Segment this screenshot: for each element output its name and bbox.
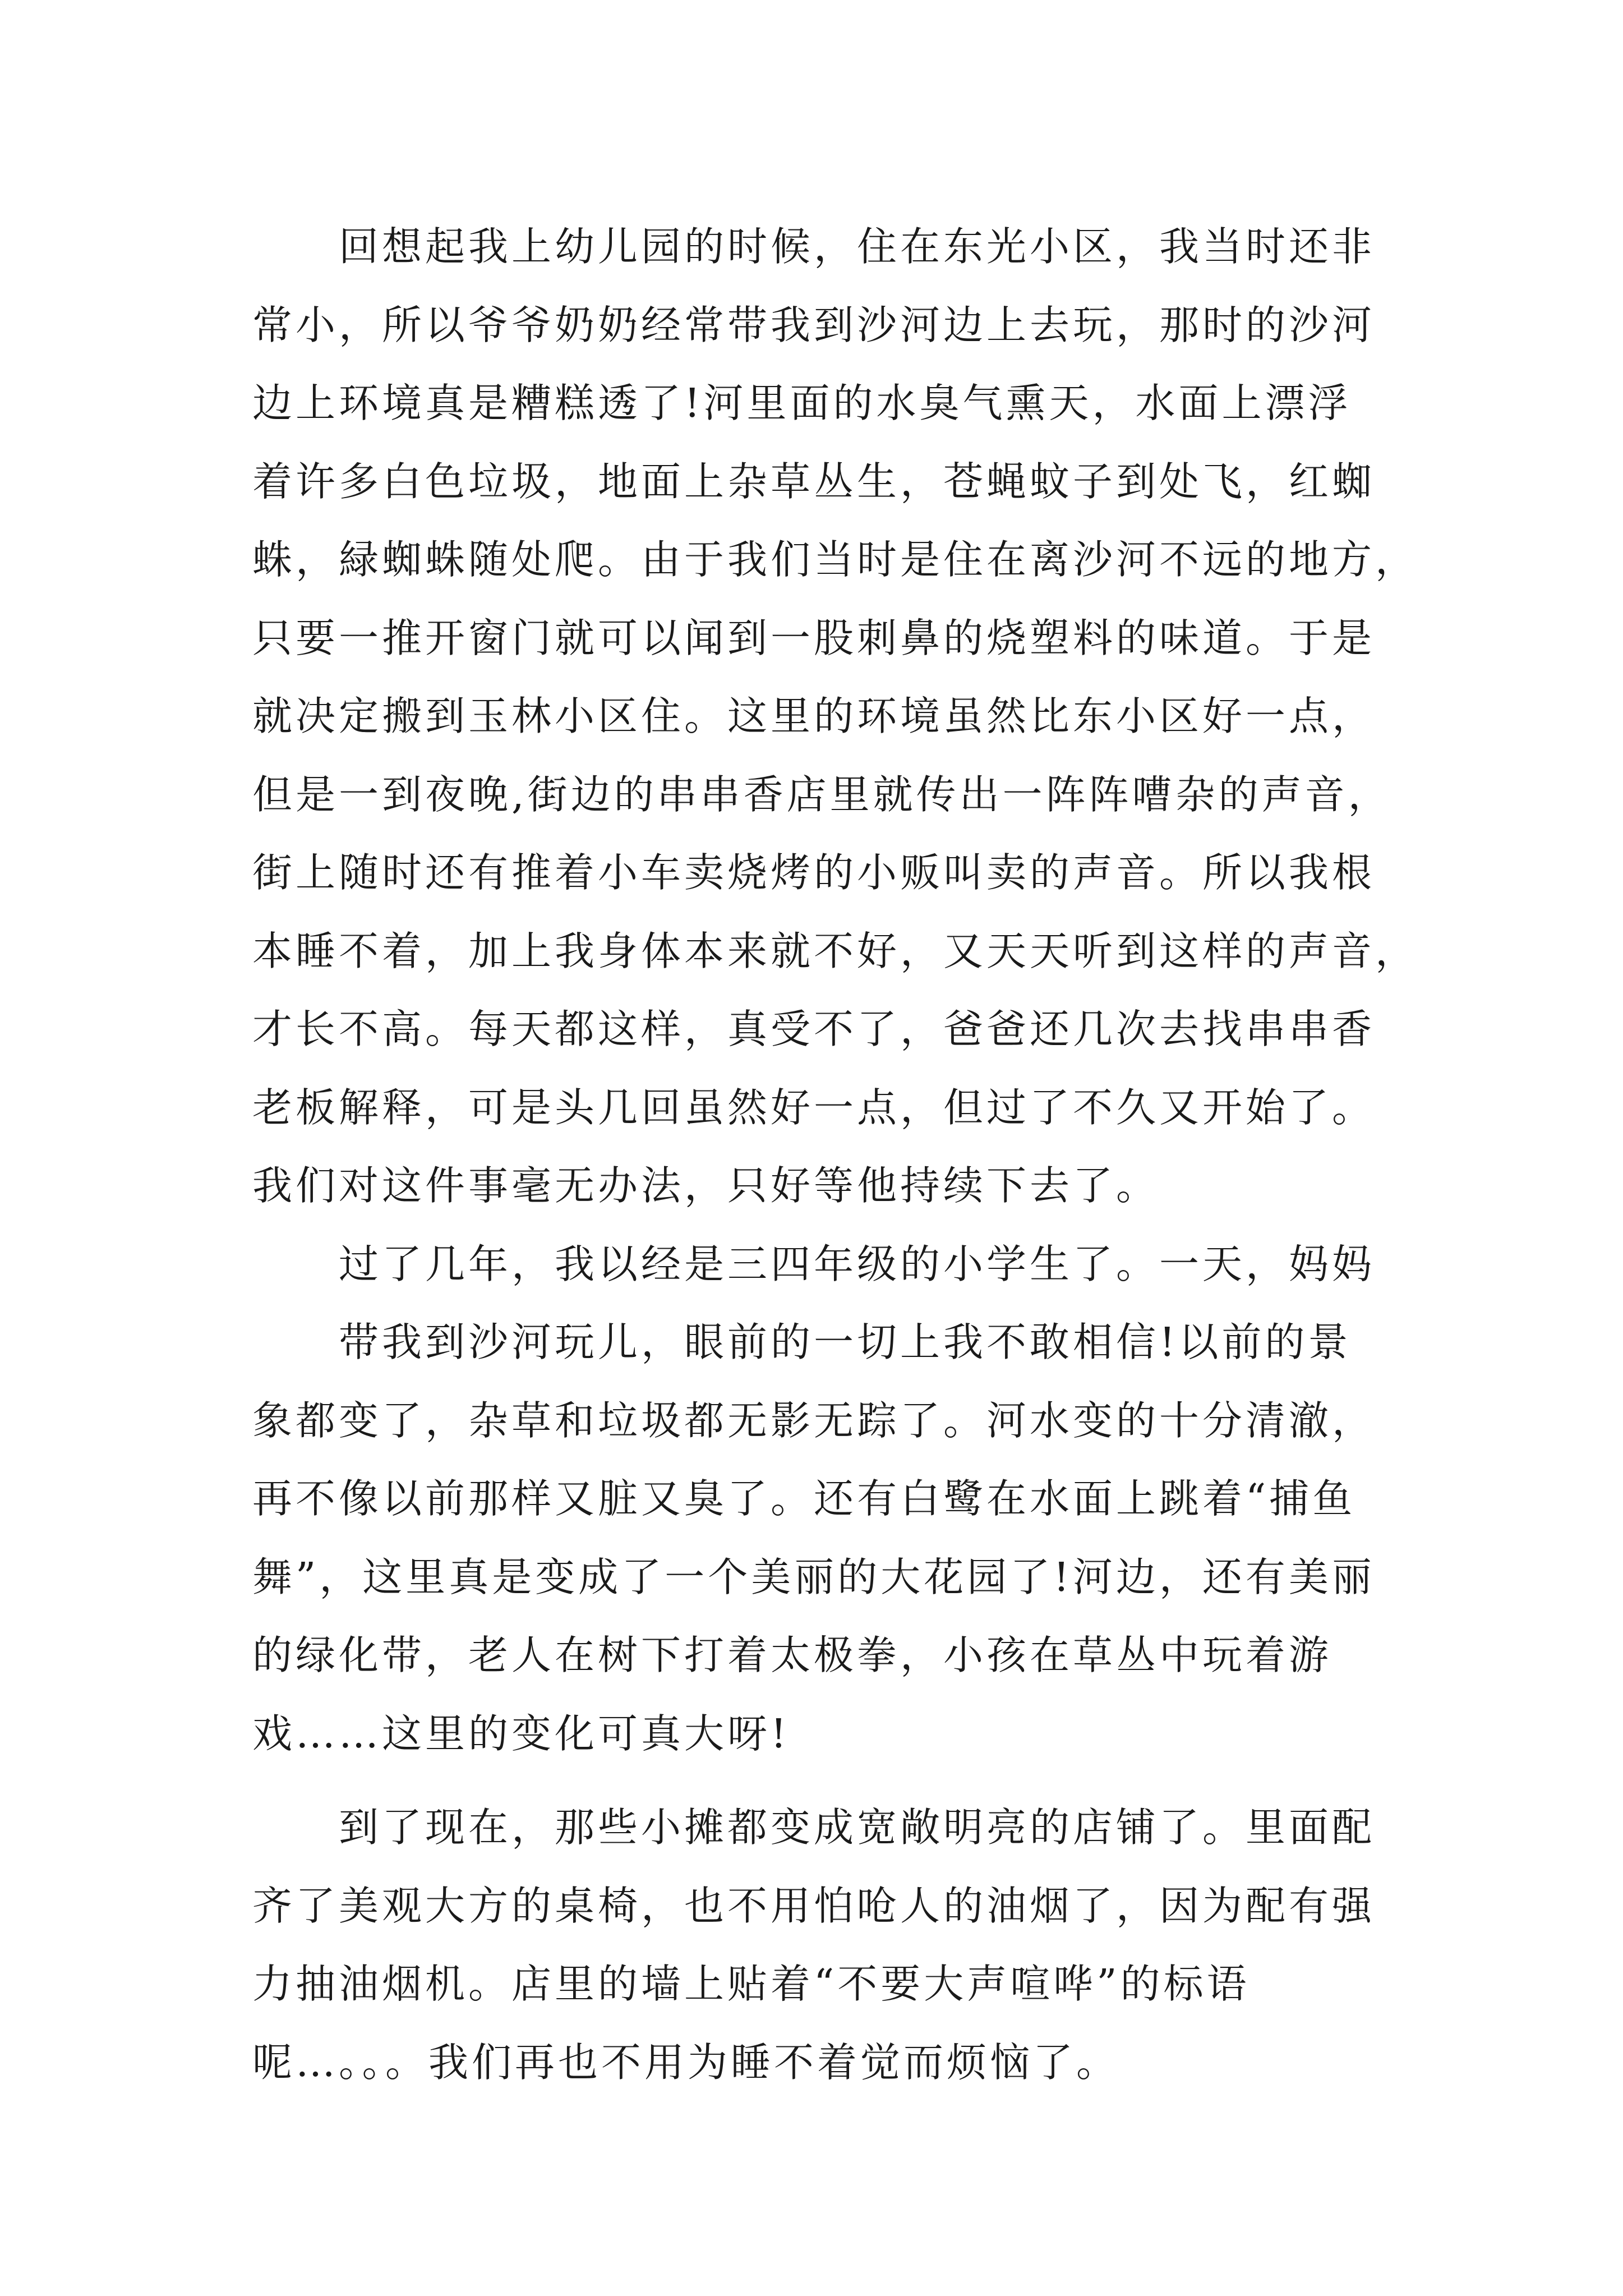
- text-line: 就决定搬到玉林小区住。这里的环境虽然比东小区好一点，: [252, 693, 1376, 739]
- text-line: 着许多白色垃圾，地面上杂草丛生，苍蝇蚊子到处飞，红蜘: [252, 458, 1376, 505]
- text-line: 的绿化带，老人在树下打着太极拳，小孩在草丛中玩着游: [252, 1632, 1332, 1678]
- text-line: 到了现在，那些小摊都变成宽敞明亮的店铺了。里面配: [252, 1804, 1376, 1851]
- text-line: 本睡不着，加上我身体本来就不好，又天天听到这样的声音，: [252, 927, 1419, 974]
- text-line: 带我到沙河玩儿，眼前的一切上我不敢相信!以前的景: [252, 1319, 1352, 1365]
- text-line: 只要一推开窗门就可以闻到一股刺鼻的烧塑料的味道。于是: [252, 614, 1376, 661]
- text-line: 边上环境真是糟糕透了!河里面的水臭气熏天，水面上漂浮: [252, 380, 1352, 426]
- text-line: 回想起我上幼儿园的时候，住在东光小区，我当时还非: [252, 223, 1376, 270]
- essay-body: [252, 208, 1419, 2101]
- text-line: 力抽油烟机。店里的墙上贴着“不要大声喧哗”的标语: [252, 1961, 1250, 2007]
- text-line: 蛛，緑蜘蛛随处爬。由于我们当时是住在离沙河不远的地方，: [252, 536, 1419, 583]
- text-line: 象都变了，杂草和垃圾都无影无踪了。河水变的十分清澈，: [252, 1397, 1376, 1444]
- text-line: 老板解释，可是头几回虽然好一点，但过了不久又开始了。: [252, 1084, 1376, 1131]
- text-line: 呢…。。。我们再也不用为睡不着觉而烦恼了。: [252, 2039, 1120, 2086]
- text-line: 齐了美观大方的桌椅，也不用怕呛人的油烟了，因为配有强: [252, 1882, 1376, 1929]
- text-line: 我们对这件事毫无办法，只好等他持续下去了。: [252, 1162, 1160, 1209]
- text-line: 戏……这里的变化可真大呀!: [252, 1710, 790, 1757]
- text-line: 过了几年，我以经是三四年级的小学生了。一天，妈妈: [252, 1240, 1376, 1287]
- text-line: 常小，所以爷爷奶奶经常带我到沙河边上去玩，那时的沙河: [252, 301, 1376, 348]
- text-line: 街上随时还有推着小车卖烧烤的小贩叫卖的声音。所以我根: [252, 849, 1376, 896]
- text-line: 才长不高。每天都这样，真受不了，爸爸还几次去找串串香: [252, 1006, 1376, 1052]
- text-line: 再不像以前那样又脏又臭了。还有白鹭在水面上跳着“捕鱼: [252, 1475, 1356, 1522]
- text-line: 舞”，这里真是变成了一个美丽的大花园了!河边，还有美丽: [252, 1553, 1375, 1600]
- text-line: 但是一到夜晚,街边的串串香店里就传出一阵阵嘈杂的声音，: [252, 771, 1391, 818]
